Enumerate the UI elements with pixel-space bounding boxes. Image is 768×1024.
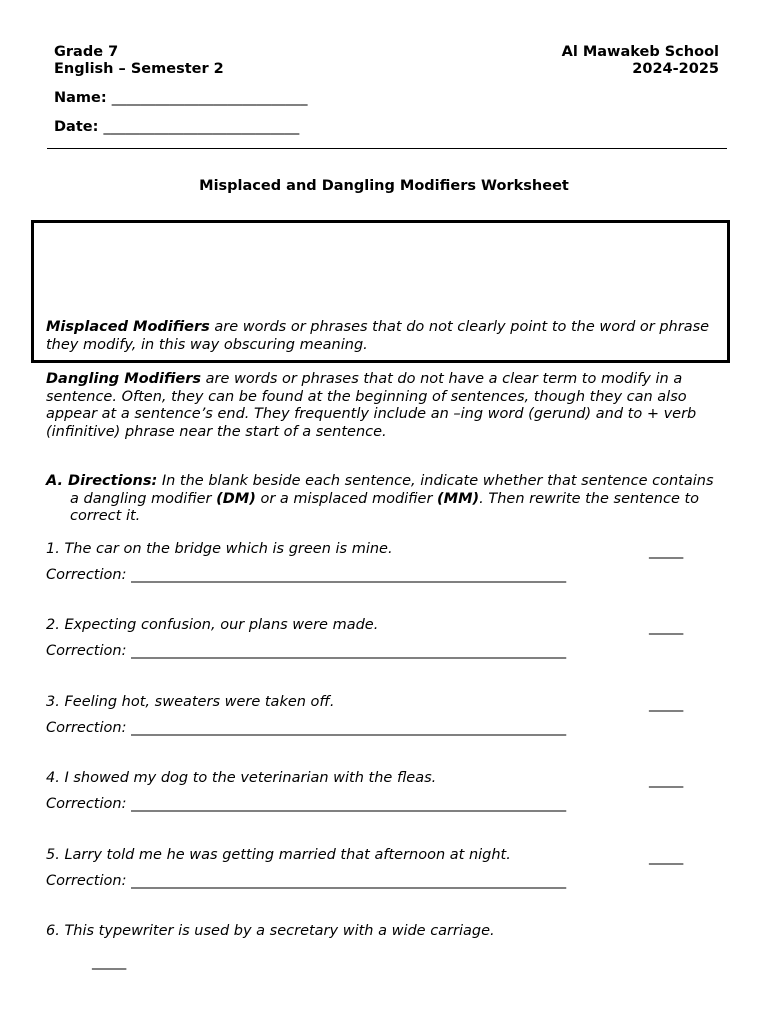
question-6: 6. This typewriter is used by a secretary with a wide carriage. xyxy=(46,923,495,939)
subject-label: English – Semester 2 xyxy=(54,61,224,77)
directions-text: . Then rewrite the sentence to correct it. xyxy=(70,490,700,524)
header-divider xyxy=(47,148,727,149)
correction-line[interactable]: ____________________________________________________________ xyxy=(131,796,567,812)
correction-label: Correction: xyxy=(46,567,127,583)
name-field[interactable]: ___________________________ xyxy=(111,90,308,106)
correction-label: Correction: xyxy=(46,796,127,812)
grade-label: Grade 7 xyxy=(54,44,119,60)
name-label: Name: xyxy=(54,90,107,106)
dangling-text: are words or phrases that do not have a clear term to modify in a sentence. Often, they can be found at the beginning of sentences, though they can also appear at a sentence’s end. They frequently include an –ing word (gerund) and to + verb (infinitive) phrase near the start of a sentence. xyxy=(46,371,697,440)
answer-blank-2[interactable]: _____ xyxy=(649,619,683,635)
correction-label: Correction: xyxy=(46,643,127,659)
misplaced-definition xyxy=(46,319,716,354)
correction-label: Correction: xyxy=(46,873,127,889)
misplaced-text: are words or phrases that do not clearly point to the word or phrase they modify, in this way obscuring meaning. xyxy=(46,319,710,353)
answer-blank-6[interactable]: _____ xyxy=(92,954,126,970)
answer-blank-5[interactable]: _____ xyxy=(649,849,683,865)
misplaced-term: Misplaced Modifiers xyxy=(46,319,210,335)
correction-line[interactable]: ____________________________________________________________ xyxy=(131,567,567,583)
correction-line[interactable]: ____________________________________________________________ xyxy=(131,873,567,889)
date-row xyxy=(54,119,299,136)
date-field[interactable]: ___________________________ xyxy=(103,119,300,135)
correction-row-2 xyxy=(46,643,566,661)
dangling-term: Dangling Modifiers xyxy=(46,371,201,387)
page-title: Misplaced and Dangling Modifiers Worksheet xyxy=(199,178,569,194)
directions xyxy=(46,473,722,526)
question-5: 5. Larry told me he was getting married that afternoon at night. xyxy=(46,847,511,863)
correction-row-3 xyxy=(46,720,566,738)
correction-row-5 xyxy=(46,873,566,891)
directions-text: or a misplaced modifier xyxy=(255,490,438,507)
answer-blank-3[interactable]: _____ xyxy=(649,696,683,712)
mm-code: (MM) xyxy=(437,490,480,507)
dangling-definition xyxy=(46,371,726,441)
school-name: Al Mawakeb School xyxy=(561,44,719,60)
correction-row-1 xyxy=(46,567,566,585)
answer-blank-1[interactable]: _____ xyxy=(649,543,683,559)
directions-label: A. Directions: xyxy=(46,473,158,489)
school-year: 2024-2025 xyxy=(632,61,719,77)
question-2: 2. Expecting confusion, our plans were made. xyxy=(46,617,379,633)
question-3: 3. Feeling hot, sweaters were taken off. xyxy=(46,694,335,710)
date-label: Date: xyxy=(54,119,99,135)
correction-line[interactable]: ____________________________________________________________ xyxy=(131,643,567,659)
dm-code: (DM) xyxy=(216,490,256,507)
question-4: 4. I showed my dog to the veterinarian with the fleas. xyxy=(46,770,437,786)
name-row xyxy=(54,90,307,107)
answer-blank-4[interactable]: _____ xyxy=(649,772,683,788)
directions-text: In the blank beside each sentence, indicate whether that sentence contains a dangling modifier xyxy=(70,473,714,507)
question-1: 1. The car on the bridge which is green is mine. xyxy=(46,541,393,557)
correction-row-4 xyxy=(46,796,566,814)
correction-label: Correction: xyxy=(46,720,127,736)
correction-line[interactable]: ____________________________________________________________ xyxy=(131,720,567,736)
